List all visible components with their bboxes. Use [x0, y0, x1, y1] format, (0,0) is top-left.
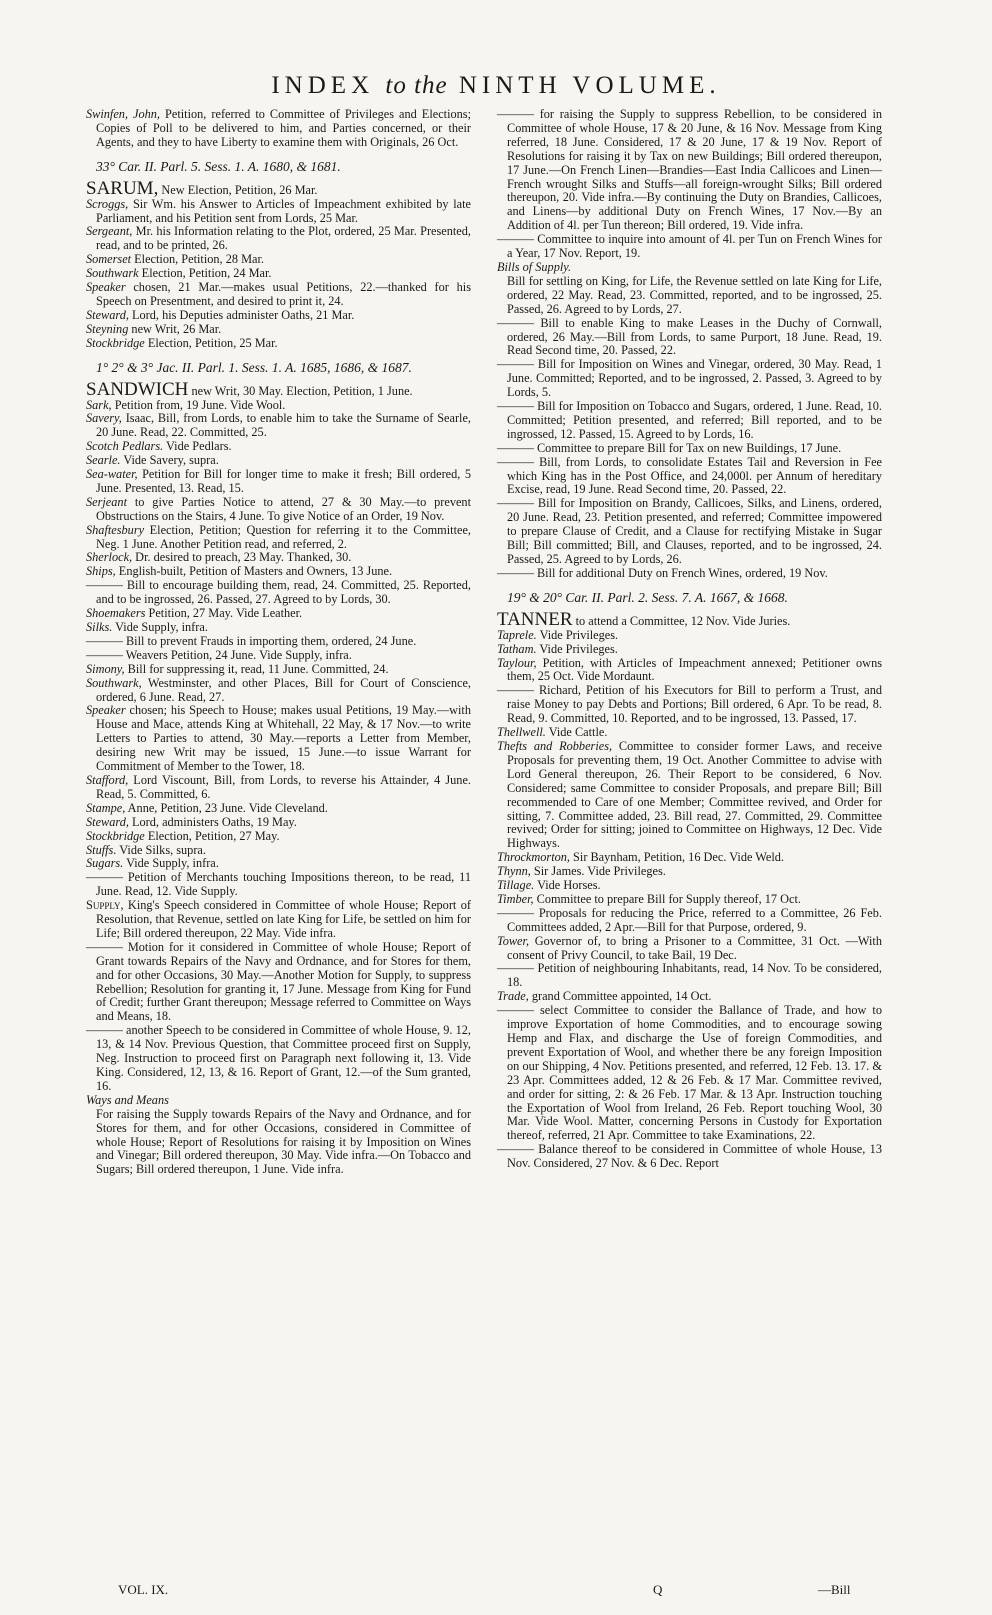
entry-heading: Southwark [86, 266, 139, 281]
index-entry [86, 454, 471, 468]
index-entry [86, 802, 471, 816]
index-entry [86, 899, 471, 941]
index-entry [86, 496, 471, 524]
entry-heading: Tower, [497, 933, 530, 948]
index-entry [86, 267, 471, 281]
entry-text: Vide Supply, infra. [123, 856, 219, 871]
entry-heading: Ships, [86, 564, 116, 579]
entry-heading: Shaftesbury [86, 522, 145, 537]
index-entry [86, 399, 471, 413]
entry-heading: Steyning [86, 321, 129, 336]
entry-heading: Tillage. [497, 878, 535, 893]
entry-text: Vide Supply, infra. [112, 620, 208, 634]
index-entry [497, 907, 882, 935]
index-entry [86, 1108, 471, 1178]
entry-text: Vide Horses. [534, 878, 601, 893]
entry-text: Petition for Bill for longer time to make it fresh; Bill ordered, 5 June. Presented, 13. Read, 15. [96, 467, 471, 495]
entry-heading: Shoemakers [86, 606, 146, 621]
index-entry [497, 233, 882, 261]
index-entry [497, 608, 882, 630]
entry-text: to give Parties Notice to attend, 27 & 30 May.—to prevent Obstructions on the Stairs, 4 June. To give Notice of an Order, 19 Nov. [96, 494, 471, 523]
index-entry [497, 962, 882, 990]
entry-heading: Silks. [86, 620, 113, 634]
index-entry [497, 400, 882, 442]
index-entry [86, 337, 471, 351]
index-entry [497, 358, 882, 400]
index-entry [86, 871, 471, 899]
entry-text: Richard, Petition of his Executors for Bill to perform a Trust, and raise Money to pay Debts and Portions; Bill ordered, 6 Apr. To be read, 8. Read, 9. Committed, 10. Reported, and to be ingrossed, 13. Passed, 17. [507, 683, 882, 726]
index-entry [497, 879, 882, 893]
index-entry [86, 309, 471, 323]
entry-text: Petition, 27 May. Vide Leather. [145, 606, 303, 621]
entry-text: Sir James. Vide Privileges. [530, 864, 666, 879]
entry-text: Bill to encourage building them, read, 24. Committed, 25. Reported, and to be ingrossed, 26. Passed, 27. Agreed to by Lords, 30. [96, 578, 471, 607]
entry-heading: Throckmorton, [497, 850, 570, 865]
entry-heading: Tatham. [497, 641, 537, 656]
entry-heading: Somerset [86, 252, 132, 267]
subheading: Ways and Means [86, 1092, 169, 1107]
index-entry [497, 740, 882, 851]
entry-text: For raising the Supply towards Repairs of the Navy and Ordnance, and for Stores for them, and for other Occasions, considered in Committee of whole House; Report of Resolutions for raising it by Imposition on Wines and Vinegar; Bill ordered thereupon, 30 May. Vide infra.—On Tobacco and Sugars; Bill ordered thereupon, 1 June. Vide infra. [96, 1106, 471, 1177]
volume-footer: VOL. IX. [118, 1582, 169, 1597]
entry-text: Election, Petition, 25 Mar. [144, 335, 278, 350]
entry-heading: Trade, [497, 989, 529, 1004]
entry-text: Petition of neighbouring Inhabitants, read, 14 Nov. To be considered, 18. [507, 961, 883, 990]
session-heading: 1° 2° & 3° Jac. II. Parl. 1. Sess. 1. A. 1685, 1686, & 1687. [96, 359, 412, 375]
index-entry [497, 893, 882, 907]
page-title [0, 72, 992, 100]
index-entry [86, 468, 471, 496]
index-entry [497, 456, 882, 498]
index-entry [86, 323, 471, 337]
entry-heading: Thefts and Robberies, [497, 738, 613, 753]
index-entry [86, 830, 471, 844]
entry-heading: Savery, [86, 411, 122, 426]
index-entry [497, 643, 882, 657]
entry-text: English-built, Petition of Masters and Owners, 13 June. [115, 564, 393, 579]
subheading: Bills of Supply. [497, 259, 572, 274]
index-entry [86, 816, 471, 830]
index-entry [497, 990, 882, 1004]
entry-text: Lord Viscount, Bill, from Lords, to reverse his Attainder, 4 June. Read, 5. Committed, 6. [96, 772, 471, 801]
entry-text: Committee to prepare Bill for Tax on new Buildings, 17 June. [536, 440, 842, 455]
entry-text: Vide Cattle. [545, 725, 608, 740]
index-entry [86, 635, 471, 649]
index-entry [86, 607, 471, 621]
entry-text: Sir Baynham, Petition, 16 Dec. Vide Weld. [569, 850, 784, 865]
index-entry [86, 551, 471, 565]
entry-text: Bill to prevent Frauds in importing them, ordered, 24 June. [125, 633, 417, 648]
entry-text: Bill for additional Duty on French Wines, ordered, 19 Nov. [536, 565, 828, 580]
index-entry [86, 281, 471, 309]
entry-text: Vide Privileges. [536, 641, 618, 656]
entry-heading: Scotch Pedlars. [86, 439, 164, 454]
index-entry [86, 225, 471, 253]
entry-heading: Stockbridge [86, 828, 145, 843]
entry-text: Vide Silks, supra. [116, 842, 206, 857]
entry-text: Dr. desired to preach, 23 May. Thanked, 30. [132, 550, 352, 565]
index-entry [86, 621, 471, 635]
catchword: —Bill [818, 1582, 851, 1597]
entry-text: Motion for it considered in Committee of whole House; Report of Grant towards Repairs of the Navy and Ordnance, and for Stores for them, and for other Occasions, 30 May.—Another Motion for Supply, to suppress Rebellion; Resolution for granting it, 17 June. Message from King for Fund of Credit; further Grant thereupon; Message referred to Committee on Ways and Means, 18. [96, 939, 471, 1024]
entry-text: Bill to enable King to make Leases in the Duchy of Cornwall, ordered, 26 May.—Bill from Lords, to same Purport, 18 June. Read, 19. Read Second time, 20. Passed, 22. [507, 315, 883, 358]
index-entry [497, 726, 882, 740]
entry-text: Proposals for reducing the Price, referred to a Committee, 26 Feb. Committees added, 2 Apr.—Bill for that Purpose, ordered, 9. [507, 905, 882, 934]
entry-text: Election, Petition; Question for referring it to the Committee, Neg. 1 June. Another Petition read, and referred, 2. [96, 522, 471, 551]
index-entry [86, 1024, 471, 1094]
session-heading: 19° & 20° Car. II. Parl. 2. Sess. 7. A. 1667, & 1668. [507, 589, 788, 605]
index-entry [86, 378, 471, 400]
entry-text: Anne, Petition, 23 June. Vide Cleveland. [125, 800, 328, 815]
index-entry [86, 704, 471, 774]
entry-text: Election, Petition, 24 Mar. [138, 266, 272, 281]
index-entry [497, 275, 882, 317]
entry-heading: Steward, [86, 814, 129, 829]
index-entry [86, 649, 471, 663]
entry-text: Committee to inquire into amount of 4l. per Tun on French Wines for a Year, 17 Nov. Report, 19. [507, 232, 882, 261]
index-entry [497, 935, 882, 963]
entry-heading: Sherlock, [86, 550, 133, 565]
entry-heading: Stampe, [86, 800, 126, 815]
signature-mark: Q [653, 1582, 663, 1597]
entry-heading: Scroggs, [86, 196, 129, 211]
entry-text: Petition, with Articles of Impeachment annexed; Petitioner owns them, 25 Oct. Vide Mordaunt. [507, 655, 882, 684]
title-index: INDEX [271, 72, 375, 99]
entry-text: King's Speech considered in Committee of whole House; Report of Resolution, that Revenue, settled on late King for Life, be settled on him for Life; Bill ordered thereupon, 22 May. Vide infra. [96, 898, 471, 940]
entry-heading: Taylour, [497, 655, 537, 670]
entry-heading: Thellwell. [497, 725, 546, 740]
entry-text: Vide Privileges. [536, 627, 619, 642]
entry-text: Bill for Imposition on Wines and Vinegar, ordered, 30 May. Read, 1 June. Committed; Reported, and to be ingrossed, 2. Passed, 3. Agreed to by Lords, 5. [507, 357, 882, 400]
index-entry [497, 108, 882, 233]
index-entry [86, 663, 471, 677]
index-entry [86, 565, 471, 579]
index-entry [497, 1143, 882, 1171]
index-entry [497, 567, 882, 581]
index-entry [86, 253, 471, 267]
entry-text: Lord, administers Oaths, 19 May. [128, 814, 297, 829]
index-entry [86, 677, 471, 705]
entry-text: Bill for settling on King, for Life, the Revenue settled on late King for Life, ordered, 22 May. Read, 23. Committed, reported, and to be ingrossed, 25. Passed, 26. Agreed to by Lords, 27. [507, 273, 882, 316]
entry-text: Petition, referred to Committee of Privileges and Elections; Copies of Poll to be delivered to him, and Parties concerned, or their Agents, and they to have Liberty to examine them with Originals, 26 Oct. [96, 107, 471, 149]
entry-text: Westminster, and other Places, Bill for Court of Conscience, ordered, 6 June. Read, 27. [96, 675, 471, 704]
entry-text: Sir Wm. his Answer to Articles of Impeachment exhibited by late Parliament, and his Petition sent from Lords, 25 Mar. [96, 196, 471, 225]
title-volume: NINTH VOLUME. [458, 72, 721, 99]
index-entry [497, 684, 882, 726]
index-entry [497, 629, 882, 643]
entry-heading: SARUM, [86, 177, 159, 199]
entry-heading: Speaker [86, 280, 126, 295]
entry-heading: Speaker [86, 703, 126, 718]
index-entry [497, 317, 882, 359]
entry-text: Petition of Merchants touching Impositions thereon, to be read, 11 June. Read, 12. Vide Supply. [96, 870, 472, 899]
entry-heading: Supply, [86, 898, 124, 913]
entry-heading: Thynn, [497, 864, 531, 879]
entry-heading: TANNER [497, 608, 573, 630]
index-entry [86, 198, 471, 226]
index-entry [86, 941, 471, 1024]
entry-text: Committee to prepare Bill for Supply thereof, 17 Oct. [533, 891, 801, 906]
index-entry [497, 851, 882, 865]
entry-heading: Sea-water, [86, 467, 138, 482]
entry-text: Mr. his Information relating to the Plot, ordered, 25 Mar. Presented, read, and to be printed, 26. [96, 224, 471, 253]
entry-text: Weavers Petition, 24 June. Vide Supply, infra. [125, 647, 352, 662]
entry-text: chosen; his Speech to House; makes usual Petitions, 19 May.—with House and Mace, attends King at Whitehall, 22 May, & 17 Nov.—to write Letters to Parties to attend, 30 May.—reports a Letter from Member, desiring new Writ may be issued, 15 June.—to issue Warrant for Commitment of Member to the Tower, 18. [96, 703, 471, 774]
entry-heading: Taprele. [497, 627, 537, 642]
entry-text: Petition from, 19 June. Vide Wool. [111, 397, 286, 412]
entry-text: Balance thereof to be considered in Committee of whole House, 13 Nov. Considered, 27 Nov. & 6 Dec. Report [507, 1142, 882, 1171]
entry-text: Committee to consider former Laws, and receive Proposals for preventing them, 19 Oct. Another Committee to advise with Lord General thereupon, 26. Their Report to be considered, 6 Nov. Considered; same Committee to consider Proposals, and prepare Bill; Bill recommended to Care of one Member; Committee revived, and Order for sitting, 7. Committee added, 23. Bill read, 27. Committed, 29. Committee revived; Order for sitting; joined to Committee on Highways, 12 Dec. Vide Highways. [507, 738, 882, 851]
entry-text: Bill, from Lords, to consolidate Estates Tail and Reversion in Fee which King has in the Post Office, and 24,000l. per Annum of hereditary Excise, read, 19 June. Read Second time, 20. Passed, 22. [507, 454, 882, 497]
entry-heading: Simony, [86, 661, 125, 676]
entry-text: Election, Petition, 28 Mar. [131, 252, 264, 267]
entry-heading: Stockbridge [86, 335, 145, 350]
entry-text: Isaac, Bill, from Lords, to enable him to take the Surname of Searle, 20 June. Read, 22. Committed, 25. [96, 411, 471, 440]
entry-text: Vide Savery, supra. [120, 453, 219, 468]
entry-text: for raising the Supply to suppress Rebellion, to be considered in Committee of whole House, 17 & 20 June, & 16 Nov. Message from King referred, 18 June. Considered, 17 & 20 June, 17 & 19 Nov. Report of Resolutions for raising it by Tax on new Buildings; Bill ordered thereupon, 17 June.—On French Linen—Brandies—East India Callicoes and Linen—French wrought Silks and Stuffs—all foreign-wrought Silks; Bill ordered thereupon, 20. Vide infra.—By continuing the Duty on Brandies, Callicoes, and Linens—by additional Duty on French Wines, 17 Nov.—By an Addition of 4l. per Tun thereon; Bill ordered, 19. Vide infra. [507, 107, 883, 233]
entry-text: New Election, Petition, 26 Mar. [158, 182, 318, 197]
index-entry [86, 412, 471, 440]
entry-heading: Stafford, [86, 772, 129, 787]
entry-text: new Writ, 26 Mar. [128, 321, 222, 336]
index-entry [497, 865, 882, 879]
entry-text: Bill for suppressing it, read, 11 June. Committed, 24. [124, 661, 389, 676]
entry-heading: Swinfen, John, [86, 107, 161, 121]
index-entry [86, 844, 471, 858]
entry-heading: Steward, [86, 307, 129, 322]
entry-text: new Writ, 30 May. Election, Petition, 1 June. [188, 383, 413, 398]
entry-text: chosen, 21 Mar.—makes usual Petitions, 22.—thanked for his Speech on Presentment, and desired to print it, 24. [96, 280, 471, 308]
index-entry [497, 1004, 882, 1143]
index-entry [86, 440, 471, 454]
index-entry [86, 177, 471, 199]
entry-heading: Searle. [86, 453, 121, 468]
entry-heading: Sark, [86, 397, 112, 412]
entry-text: Vide Pedlars. [163, 439, 232, 454]
entry-text: Election, Petition, 27 May. [144, 828, 280, 843]
index-entry [86, 857, 471, 871]
entry-heading: Stuffs. [86, 842, 117, 857]
entry-heading: Southwark, [86, 675, 142, 690]
index-entry [86, 774, 471, 802]
entry-heading: SANDWICH [86, 378, 189, 400]
entry-heading: Sergeant, [86, 224, 133, 239]
entry-text: Lord, his Deputies administer Oaths, 21 Mar. [128, 307, 355, 322]
entry-heading: Timber, [497, 891, 534, 906]
session-heading: 33° Car. II. Parl. 5. Sess. 1. A. 1680, & 1681. [96, 158, 341, 174]
entry-heading: Sugars. [86, 856, 124, 871]
entry-text: to attend a Committee, 12 Nov. Vide Juries. [572, 613, 791, 628]
entry-text: select Committee to consider the Ballance of Trade, and how to improve Exportation of home Commodities, and to encourage sowing Hemp and Flax, and discharge the Use of foreign Commodities, and prevent Exportation of Wool, and whether there be any foreign Imposition on our Shipping, 4 Nov. Petitions presented, and referred, 12 Feb. 13. 17. & 23 Apr. Committees added, 12 & 26 Feb. & 17 Mar. Committee revived, and order for sitting, 2: & 26 Feb. 17 Mar. & 13 Apr. Instruction touching the Exportation of Wool from Ireland, 26 Feb. Report touching Wool, 30 Mar. Vide Wool. Matter, concerning Persons in Custody for Exportation thereof, referred, 21 Apr. Committee to take Examinations, 22. [507, 1003, 882, 1143]
index-entry [497, 657, 882, 685]
entry-text: Bill for Imposition on Brandy, Callicoes, Silks, and Linens, ordered, 20 June. Read, 23. Petition presented, and referred; Committee impowered to prepare Clause of Credit, and a Clause for rectifying Mistake in Sugar Bill; Bill committed; Bill, and Clauses, reported, and to be ingrossed, 24. Passed, 25. Agreed to by Lords, 26. [507, 496, 882, 566]
title-to-the: to the [385, 72, 448, 99]
index-entry [86, 108, 471, 150]
entry-text: Governor of, to bring a Prisoner to a Committee, 31 Oct. —With consent of Privy Council, to take Bail, 19 Dec. [507, 933, 882, 962]
entry-text: Bill for Imposition on Tobacco and Sugars, ordered, 1 June. Read, 10. Committed; Petition presented, and referred; Bill reported, and to be ingrossed, 12. Passed, 15. Agreed to by Lords, 16. [507, 399, 882, 441]
entry-heading: Serjeant [86, 494, 127, 509]
left-column [86, 108, 471, 1177]
right-column [497, 108, 882, 1171]
index-entry [497, 497, 882, 567]
index-entry [86, 524, 471, 552]
index-entry [86, 579, 471, 607]
entry-text: grand Committee appointed, 14 Oct. [528, 989, 712, 1004]
entry-text: another Speech to be considered in Committee of whole House, 9. 12, 13, & 14 Nov. Previous Question, that Committee proceed first on Supply, Neg. Instruction to proceed first on Paragraph next following it, 13. Vide King. Considered, 12, 13, & 16. Report of Grant, 12.—of the Sum granted, 16. [96, 1023, 471, 1093]
index-entry [497, 442, 882, 456]
